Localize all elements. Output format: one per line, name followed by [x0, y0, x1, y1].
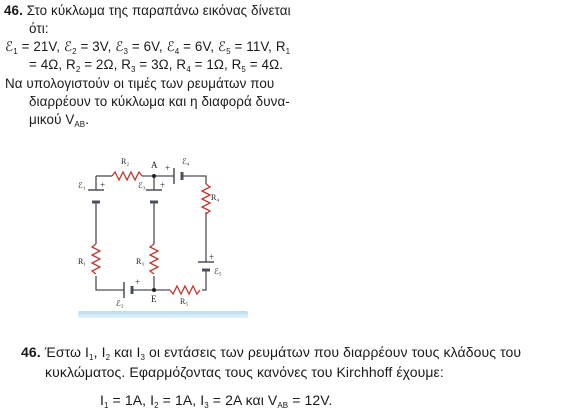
label-plus-e1: + — [100, 180, 106, 190]
node-e — [152, 288, 156, 292]
label-r3: R₃ — [136, 257, 145, 266]
ask-line-1: Να υπολογιστούν οι τιμές των ρευμάτων που — [5, 76, 275, 91]
given-emf-line — [5, 39, 290, 55]
label-plus-e4: + — [165, 163, 171, 173]
resistor-r5 — [170, 286, 200, 294]
emf-1: ℰ$_1$ = 21V, — [5, 39, 64, 56]
solution-number: 46. — [21, 344, 41, 360]
battery-e3 — [146, 190, 162, 202]
label-plus-e3: + — [160, 180, 166, 190]
node-a — [152, 174, 156, 178]
problem-line-2: ότι: — [29, 21, 49, 36]
problem-line-1 — [4, 3, 291, 19]
resistor-r4 — [202, 184, 210, 214]
emf-4: ℰ$_4$ = 6V, — [166, 39, 218, 56]
figure-underline — [78, 311, 248, 318]
circuit-diagram — [74, 150, 244, 320]
battery-e5 — [198, 262, 214, 278]
label-e1: ℰ₁ — [78, 181, 86, 190]
label-r5: R₅ — [180, 297, 189, 306]
problem-number: 46. — [4, 3, 23, 18]
resistor-r3 — [150, 244, 158, 274]
label-plus-e2: + — [135, 277, 141, 287]
solution-line-2: κυκλώματος. Εφαρμόζοντας τους κανόνες του Kirchhoff έχουμε: — [45, 364, 444, 380]
solution-line-1: 46. Έστω $I_1$, $I_2$ και $I_3$ οι εντάσεις των ρευμάτων που διαρρέουν τους κλάδους του — [21, 344, 522, 362]
circuit-wires — [96, 176, 206, 290]
ask-line-3: μικού $V_{AB}$. — [29, 112, 90, 129]
ask-line-2: διαρρέουν το κύκλωμα και η διαφορά δυνα- — [29, 94, 290, 109]
resistor-r1 — [92, 244, 100, 274]
given-res-line: = 4Ω, $R_2 = 2\Omega$, $R_3 = 3\Omega$, $R_4 = 1\Omega$, $R_5 = 4\Omega$. — [29, 57, 284, 74]
r1-label: $R_1$ — [275, 39, 291, 56]
label-r1: R₁ — [78, 257, 87, 266]
emf-3: ℰ$_3$ = 6V, — [115, 39, 167, 56]
emf-2: ℰ$_2$ = 3V, — [63, 39, 116, 56]
label-e-node: E — [151, 294, 157, 304]
resistor-r2 — [112, 172, 142, 180]
label-a: A — [151, 160, 158, 170]
solution-result: $I_1 = 1A$, $I_2 = 1A$, $I_3 = 2A$ και $V_{AB} = 12V$. — [100, 392, 333, 410]
label-plus-e5: + — [209, 252, 215, 262]
battery-e1 — [88, 190, 104, 202]
label-e3: ℰ₃ — [138, 181, 146, 190]
battery-e4 — [174, 168, 182, 184]
label-e4: ℰ₄ — [182, 157, 190, 166]
label-e5: ℰ₅ — [214, 267, 222, 276]
problem-intro: Στο κύκλωμα της παραπάνω εικόνας δίνεται — [26, 3, 291, 18]
battery-e2 — [124, 282, 132, 298]
label-e2: ℰ₂ — [116, 299, 124, 308]
label-r4: R₄ — [211, 193, 220, 202]
emf-5: ℰ$_5$ = 11V, — [217, 39, 276, 56]
label-r2: R₂ — [121, 157, 130, 166]
